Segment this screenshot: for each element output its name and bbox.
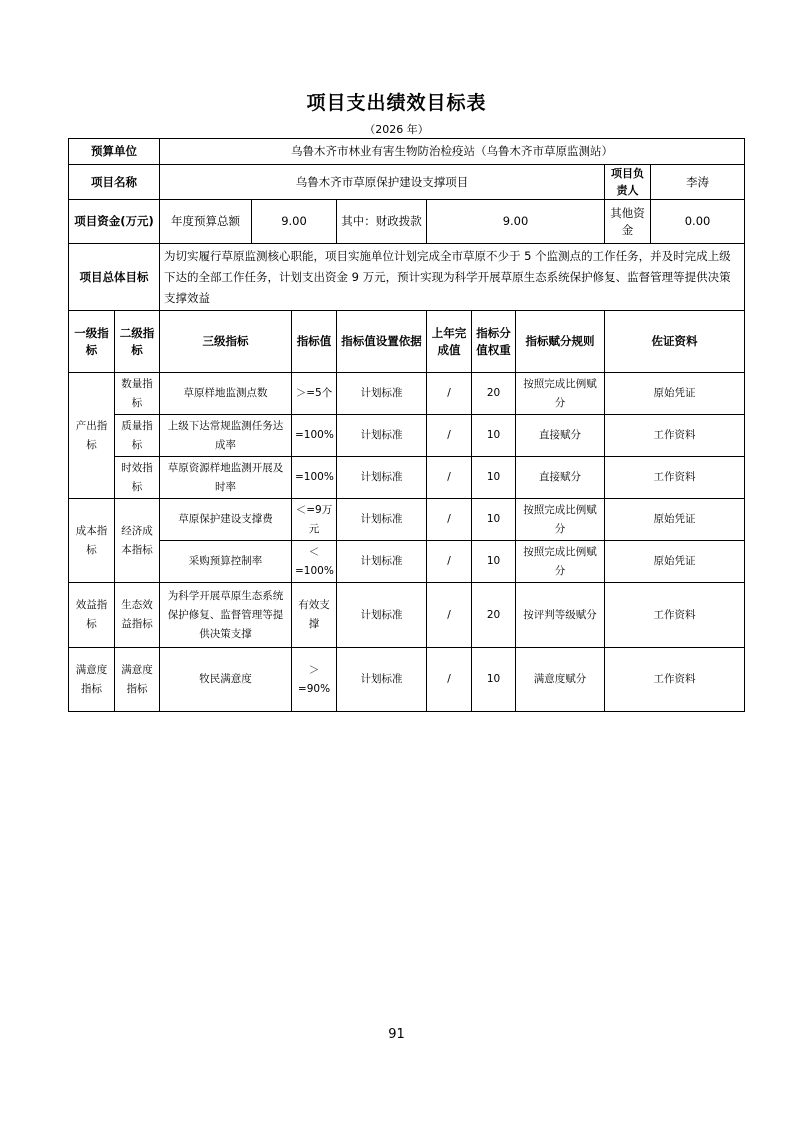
level3-cell: 上级下达常规监测任务达成率 [160,415,292,457]
rule-cell: 直接赋分 [516,457,605,499]
last-cell: / [427,499,472,541]
basis-cell: 计划标准 [337,499,427,541]
last-cell: / [427,541,472,583]
rule-cell: 按照完成比例赋分 [516,541,605,583]
basis-cell: 计划标准 [337,583,427,648]
weight-cell: 20 [472,583,516,648]
annual-label: 年度预算总额 [160,200,252,244]
table-row [69,648,745,712]
header-last: 上年完成值 [427,311,472,373]
other-label: 其他资金 [605,200,651,244]
basis-cell: 计划标准 [337,415,427,457]
rule-cell: 按照完成比例赋分 [516,499,605,541]
evidence-cell: 原始凭证 [605,499,745,541]
level3-cell: 牧民满意度 [160,648,292,712]
rule-cell: 按照完成比例赋分 [516,373,605,415]
header-basis: 指标值设置依据 [337,311,427,373]
level3-cell: 草原样地监测点数 [160,373,292,415]
project-name-label: 项目名称 [69,165,160,200]
rule-cell: 按评判等级赋分 [516,583,605,648]
header-level2: 二级指标 [115,311,160,373]
evidence-cell: 工作资料 [605,583,745,648]
table-row [69,583,745,648]
value-cell: =100% [292,457,337,499]
weight-cell: 10 [472,499,516,541]
level2-cell: 质量指标 [115,415,160,457]
level1-satisfaction: 满意度指标 [69,648,115,712]
table-row [69,499,745,541]
value-cell: 有效支撑 [292,583,337,648]
weight-cell: 10 [472,457,516,499]
evidence-cell: 工作资料 [605,648,745,712]
table-row [69,457,745,499]
unit-label: 预算单位 [69,139,160,165]
leader-label: 项目负责人 [605,165,651,200]
value-cell: ＞=5个 [292,373,337,415]
level3-cell: 草原保护建设支撑费 [160,499,292,541]
evidence-cell: 工作资料 [605,457,745,499]
annual-value: 9.00 [252,200,337,244]
rule-cell: 直接赋分 [516,415,605,457]
unit-value: 乌鲁木齐市林业有害生物防治检疫站（乌鲁木齐市草原监测站） [160,139,745,165]
leader-value: 李涛 [651,165,745,200]
page-title: 项目支出绩效目标表 [306,92,487,114]
header-evidence: 佐证资料 [605,311,745,373]
unit-row [69,139,745,165]
rule-cell: 满意度赋分 [516,648,605,712]
header-rule: 指标赋分规则 [516,311,605,373]
level2-cell: 满意度指标 [115,648,160,712]
fiscal-label: 其中：财政拨款 [337,200,427,244]
level2-cell: 时效指标 [115,457,160,499]
goal-row [69,244,745,311]
goal-text: 为切实履行草原监测核心职能，项目实施单位计划完成全市草原不少于 5 个监测点的工作任务，并及时完成上级下达的全部工作任务，计划支出资金 9 万元，预计实现为科学开展草原生态系统保护修复、监督管理等提供决策支撑效益 [160,244,745,311]
level1-cost: 成本指标 [69,499,115,583]
value-cell: ＞=90% [292,648,337,712]
page-number: 91 [388,1027,405,1042]
level3-cell: 草原资源样地监测开展及时率 [160,457,292,499]
last-cell: / [427,415,472,457]
evidence-cell: 原始凭证 [605,541,745,583]
header-weight: 指标分值权重 [472,311,516,373]
table-row [69,541,745,583]
level1-output: 产出指标 [69,373,115,499]
weight-cell: 20 [472,373,516,415]
header-value: 指标值 [292,311,337,373]
last-cell: / [427,583,472,648]
value-cell: ＜=100% [292,541,337,583]
basis-cell: 计划标准 [337,457,427,499]
header-row [69,311,745,373]
project-name-value: 乌鲁木齐市草原保护建设支撑项目 [160,165,605,200]
table-row [69,415,745,457]
level2-cell: 数量指标 [115,373,160,415]
name-row [69,165,745,200]
value-cell: ＜=9万元 [292,499,337,541]
funds-row [69,200,745,244]
level3-cell: 为科学开展草原生态系统保护修复、监督管理等提供决策支撑 [160,583,292,648]
last-cell: / [427,457,472,499]
year-label: （2026 年） [364,123,429,136]
header-level1: 一级指标 [69,311,115,373]
funds-label: 项目资金(万元) [69,200,160,244]
other-value: 0.00 [651,200,745,244]
weight-cell: 10 [472,541,516,583]
level1-benefit: 效益指标 [69,583,115,648]
fiscal-value: 9.00 [427,200,605,244]
last-cell: / [427,648,472,712]
evidence-cell: 原始凭证 [605,373,745,415]
header-level3: 三级指标 [160,311,292,373]
basis-cell: 计划标准 [337,373,427,415]
last-cell: / [427,373,472,415]
weight-cell: 10 [472,648,516,712]
evidence-cell: 工作资料 [605,415,745,457]
value-cell: =100% [292,415,337,457]
goal-label: 项目总体目标 [69,244,160,311]
level3-cell: 采购预算控制率 [160,541,292,583]
performance-table [68,138,745,712]
level2-cell: 生态效益指标 [115,583,160,648]
level2-cell: 经济成本指标 [115,499,160,583]
basis-cell: 计划标准 [337,541,427,583]
weight-cell: 10 [472,415,516,457]
table-row [69,373,745,415]
basis-cell: 计划标准 [337,648,427,712]
